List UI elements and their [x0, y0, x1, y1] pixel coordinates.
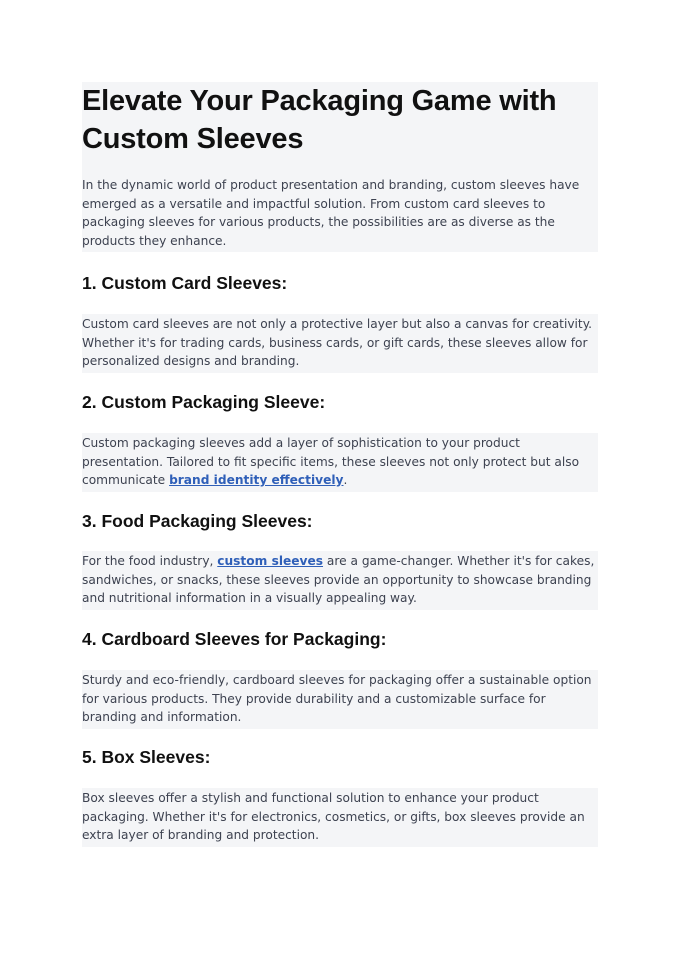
intro-block — [82, 82, 598, 252]
section-text: are a game-changer. Whether it's for cakes, sandwiches, or snacks, these sleeves provide an opportunity to showcase branding and nutritional information in a visually appealing way. — [82, 554, 595, 605]
section-body-food-packaging-sleeves — [82, 551, 598, 610]
title-line-1: Elevate Your Packaging Game with — [82, 85, 557, 117]
section-body-custom-packaging-sleeve — [82, 433, 598, 492]
title-line-2: Custom Sleeves — [82, 123, 304, 155]
section-heading-box-sleeves: 5. Box Sleeves: — [82, 747, 211, 767]
custom-sleeves-link[interactable]: custom sleeves — [217, 554, 324, 568]
section-body-custom-card-sleeves: Custom card sleeves are not only a protective layer but also a canvas for creativity. Whether it's for trading cards, business cards, or gift cards, these sleeves allow for personalized designs and branding. — [82, 314, 598, 373]
page-title — [82, 82, 598, 158]
section-heading-custom-card-sleeves: 1. Custom Card Sleeves: — [82, 273, 288, 293]
section-body-box-sleeves: Box sleeves offer a stylish and functional solution to enhance your product packaging. Whether it's for electronics, cosmetics, or gifts, box sleeves provide an extra layer of branding and protection. — [82, 788, 598, 847]
document-page — [82, 82, 598, 842]
section-heading-custom-packaging-sleeve: 2. Custom Packaging Sleeve: — [82, 392, 326, 412]
section-text: . — [343, 473, 348, 487]
section-body-cardboard-sleeves: Sturdy and eco-friendly, cardboard sleeves for packaging offer a sustainable option for various products. They provide durability and a customizable surface for branding and information. — [82, 670, 598, 729]
section-heading-food-packaging-sleeves: 3. Food Packaging Sleeves: — [82, 511, 313, 531]
section-text: For the food industry, — [82, 554, 218, 568]
section-text: Custom packaging sleeves add a layer of sophistication to your product presentation. Tailored to fit specific items, these sleeves not only protect but also communicate — [82, 436, 580, 487]
brand-identity-link[interactable]: brand identity effectively — [169, 473, 344, 487]
section-heading-cardboard-sleeves: 4. Cardboard Sleeves for Packaging: — [82, 629, 387, 649]
intro-paragraph: In the dynamic world of product presentation and branding, custom sleeves have emerged as a versatile and impactful solution. From custom card sleeves to packaging sleeves for various products, the possibilities are as diverse as the products they enhance. — [82, 178, 580, 248]
